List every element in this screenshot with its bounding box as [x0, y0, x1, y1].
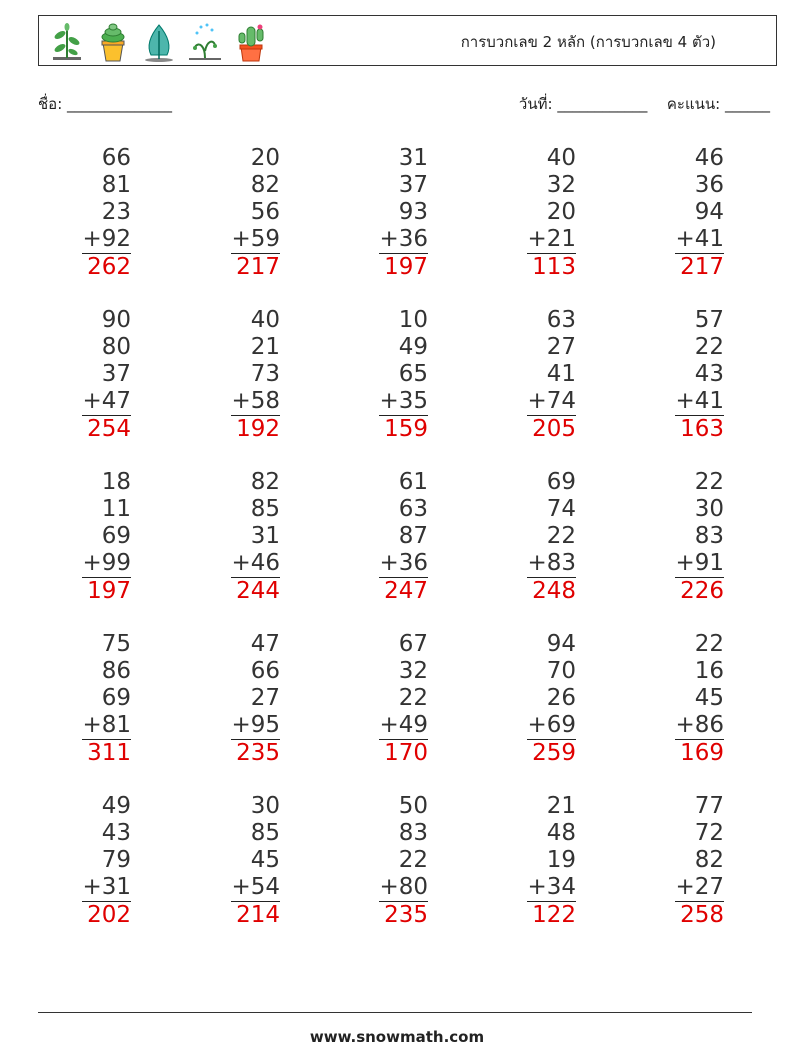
addend: 57	[694, 307, 724, 333]
name-field	[38, 92, 172, 116]
header-box	[38, 15, 777, 66]
last-addend: +92	[82, 226, 131, 252]
answer[interactable]: 226	[680, 578, 724, 604]
problem-5-4	[466, 793, 576, 929]
watering-plant-icon	[185, 21, 225, 63]
answer[interactable]: 262	[87, 254, 131, 280]
date-label: วันที่:	[518, 95, 553, 113]
problem-5-3	[318, 793, 428, 929]
addend: 41	[546, 361, 576, 387]
addend: 73	[250, 361, 280, 387]
last-addend: +31	[82, 874, 131, 900]
addend: 48	[546, 820, 576, 846]
last-addend: +83	[527, 550, 576, 576]
problem-5-1	[21, 793, 131, 929]
addend: 82	[694, 847, 724, 873]
addend: 32	[398, 658, 428, 684]
addend: 77	[694, 793, 724, 819]
answer[interactable]: 258	[680, 902, 724, 928]
problem-1-1	[21, 145, 131, 281]
answer[interactable]: 169	[680, 740, 724, 766]
last-addend: +91	[675, 550, 724, 576]
addend: 66	[101, 145, 131, 171]
last-addend: +27	[675, 874, 724, 900]
addend: 43	[694, 361, 724, 387]
addend: 79	[101, 847, 131, 873]
last-addend: +54	[231, 874, 280, 900]
problem-4-2	[170, 631, 280, 767]
addend: 63	[398, 496, 428, 522]
addend: 45	[250, 847, 280, 873]
problem-4-1	[21, 631, 131, 767]
answer[interactable]: 259	[532, 740, 576, 766]
problem-3-5	[614, 469, 724, 605]
addend: 22	[398, 685, 428, 711]
addend: 56	[250, 199, 280, 225]
problem-1-2	[170, 145, 280, 281]
footer-site: www.snowmath.com	[309, 1028, 485, 1046]
addend: 94	[694, 199, 724, 225]
answer[interactable]: 235	[236, 740, 280, 766]
addend: 10	[398, 307, 428, 333]
addend: 45	[694, 685, 724, 711]
sprout-icon	[47, 21, 87, 63]
addend: 69	[101, 523, 131, 549]
answer[interactable]: 235	[384, 902, 428, 928]
addend: 31	[250, 523, 280, 549]
last-addend: +35	[379, 388, 428, 414]
last-addend: +80	[379, 874, 428, 900]
addend: 21	[250, 334, 280, 360]
addend: 22	[694, 469, 724, 495]
problem-4-5	[614, 631, 724, 767]
addend: 32	[546, 172, 576, 198]
answer[interactable]: 113	[532, 254, 576, 280]
answer[interactable]: 197	[384, 254, 428, 280]
answer[interactable]: 122	[532, 902, 576, 928]
addend: 69	[101, 685, 131, 711]
answer[interactable]: 311	[87, 740, 131, 766]
answer[interactable]: 217	[680, 254, 724, 280]
problem-4-3	[318, 631, 428, 767]
addend: 46	[694, 145, 724, 171]
problem-3-3	[318, 469, 428, 605]
addend: 86	[101, 658, 131, 684]
answer[interactable]: 244	[236, 578, 280, 604]
answer[interactable]: 197	[87, 578, 131, 604]
addend: 36	[694, 172, 724, 198]
last-addend: +47	[82, 388, 131, 414]
addend: 83	[398, 820, 428, 846]
last-addend: +95	[231, 712, 280, 738]
addend: 66	[250, 658, 280, 684]
problem-2-4	[466, 307, 576, 443]
addend: 75	[101, 631, 131, 657]
date-score-fields	[519, 92, 770, 116]
last-addend: +99	[82, 550, 131, 576]
addend: 22	[546, 523, 576, 549]
potted-plant-icon	[93, 21, 133, 63]
addend: 22	[398, 847, 428, 873]
addend: 90	[101, 307, 131, 333]
last-addend: +81	[82, 712, 131, 738]
header-icons	[47, 21, 271, 63]
problem-2-1	[21, 307, 131, 443]
addend: 16	[694, 658, 724, 684]
addend: 83	[694, 523, 724, 549]
answer[interactable]: 163	[680, 416, 724, 442]
last-addend: +49	[379, 712, 428, 738]
addend: 22	[694, 334, 724, 360]
problem-2-3	[318, 307, 428, 443]
addend: 82	[250, 172, 280, 198]
last-addend: +74	[527, 388, 576, 414]
addend: 18	[101, 469, 131, 495]
problem-3-2	[170, 469, 280, 605]
problem-5-2	[170, 793, 280, 929]
footer-divider	[38, 1012, 752, 1013]
addend: 27	[546, 334, 576, 360]
answer[interactable]: 159	[384, 416, 428, 442]
addend: 22	[694, 631, 724, 657]
addend: 20	[250, 145, 280, 171]
problem-2-5	[614, 307, 724, 443]
name-blank[interactable]: ______________	[67, 95, 173, 113]
problem-4-4	[466, 631, 576, 767]
answer[interactable]: 247	[384, 578, 428, 604]
addend: 94	[546, 631, 576, 657]
addend: 87	[398, 523, 428, 549]
addend: 70	[546, 658, 576, 684]
score-label: คะแนน:	[666, 95, 721, 113]
worksheet-title: การบวกเลข 2 หลัก (การบวกเลข 4 ตัว)	[460, 33, 716, 51]
answer[interactable]: 170	[384, 740, 428, 766]
problem-3-1	[21, 469, 131, 605]
last-addend: +41	[675, 226, 724, 252]
name-label: ชื่อ:	[38, 95, 63, 113]
last-addend: +46	[231, 550, 280, 576]
last-addend: +34	[527, 874, 576, 900]
addend: 74	[546, 496, 576, 522]
answer[interactable]: 217	[236, 254, 280, 280]
last-addend: +36	[379, 550, 428, 576]
addend: 47	[250, 631, 280, 657]
problem-1-3	[318, 145, 428, 281]
problem-3-4	[466, 469, 576, 605]
addend: 19	[546, 847, 576, 873]
last-addend: +69	[527, 712, 576, 738]
addend: 93	[398, 199, 428, 225]
answer[interactable]: 192	[236, 416, 280, 442]
last-addend: +86	[675, 712, 724, 738]
addend: 49	[101, 793, 131, 819]
addend: 80	[101, 334, 131, 360]
answer[interactable]: 202	[87, 902, 131, 928]
problem-1-4	[466, 145, 576, 281]
problem-5-5	[614, 793, 724, 929]
addend: 11	[101, 496, 131, 522]
last-addend: +21	[527, 226, 576, 252]
last-addend: +58	[231, 388, 280, 414]
addend: 30	[250, 793, 280, 819]
date-blank[interactable]: ____________	[557, 95, 648, 113]
addend: 37	[398, 172, 428, 198]
last-addend: +36	[379, 226, 428, 252]
addend: 30	[694, 496, 724, 522]
addend: 37	[101, 361, 131, 387]
addend: 23	[101, 199, 131, 225]
addend: 50	[398, 793, 428, 819]
addend: 27	[250, 685, 280, 711]
addend: 26	[546, 685, 576, 711]
answer[interactable]: 254	[87, 416, 131, 442]
last-addend: +41	[675, 388, 724, 414]
answer[interactable]: 214	[236, 902, 280, 928]
addend: 40	[546, 145, 576, 171]
addend: 31	[398, 145, 428, 171]
last-addend: +59	[231, 226, 280, 252]
addend: 61	[398, 469, 428, 495]
addend: 85	[250, 496, 280, 522]
cactus-icon	[231, 21, 271, 63]
addend: 49	[398, 334, 428, 360]
addend: 72	[694, 820, 724, 846]
answer[interactable]: 248	[532, 578, 576, 604]
answer[interactable]: 205	[532, 416, 576, 442]
addend: 43	[101, 820, 131, 846]
addend: 82	[250, 469, 280, 495]
tree-icon	[139, 21, 179, 63]
addend: 20	[546, 199, 576, 225]
addend: 40	[250, 307, 280, 333]
addend: 63	[546, 307, 576, 333]
addend: 67	[398, 631, 428, 657]
problem-1-5	[614, 145, 724, 281]
score-blank[interactable]: ______	[725, 95, 770, 113]
problem-2-2	[170, 307, 280, 443]
addend: 21	[546, 793, 576, 819]
addend: 69	[546, 469, 576, 495]
addend: 81	[101, 172, 131, 198]
addend: 65	[398, 361, 428, 387]
addend: 85	[250, 820, 280, 846]
